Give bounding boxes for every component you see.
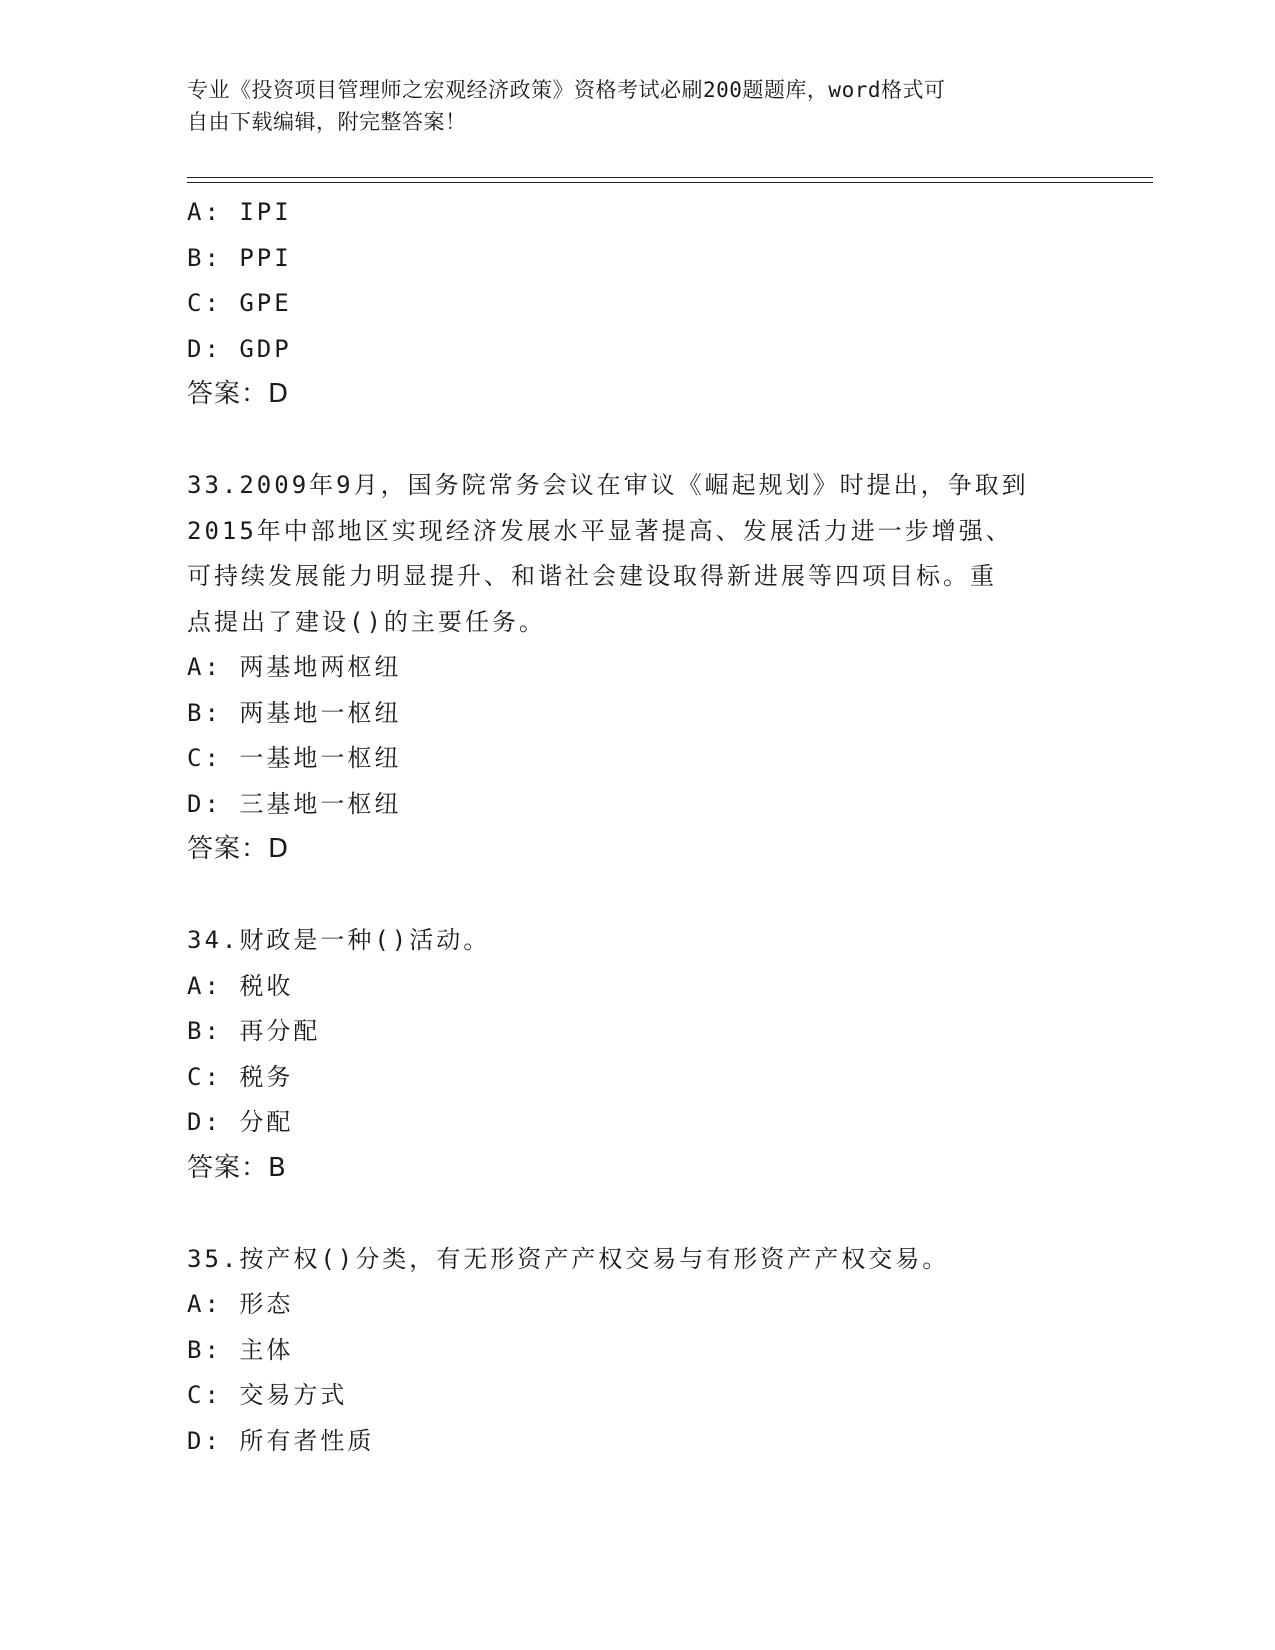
option-a: A: 两基地两枢纽 <box>187 653 402 681</box>
question-32 <box>187 190 1087 418</box>
question-stem-line: 2015年中部地区实现经济发展水平显著提高、发展活力进一步增强、 <box>187 516 1013 545</box>
option-c: C: 一基地一枢纽 <box>187 744 402 772</box>
question-34 <box>187 918 1087 1191</box>
header-divider-top <box>187 177 1153 178</box>
option-c: C: 税务 <box>187 1062 294 1091</box>
option-a: A: 税收 <box>187 971 294 1000</box>
question-33 <box>187 463 1087 873</box>
header-divider-bottom <box>187 182 1153 183</box>
question-stem: 35.按产权()分类，有无形资产产权交易与有形资产产权交易。 <box>187 1244 950 1273</box>
option-b: B: PPI <box>187 243 292 272</box>
question-stem: 34.财政是一种()活动。 <box>187 926 491 954</box>
question-35 <box>187 1237 1087 1465</box>
option-d: D: 三基地一枢纽 <box>187 789 402 818</box>
option-c: C: 交易方式 <box>187 1381 348 1409</box>
spacer <box>187 1191 1087 1237</box>
option-a: A: 形态 <box>187 1290 294 1318</box>
option-d: D: 分配 <box>187 1108 294 1136</box>
option-d: D: GDP <box>187 334 292 363</box>
answer: 答案：B <box>187 1152 287 1183</box>
question-stem-line: 33.2009年9月，国务院常务会议在审议《崛起规划》时提出，争取到 <box>187 471 1029 499</box>
option-a: A: IPI <box>187 198 292 226</box>
question-stem-line: 点提出了建设()的主要任务。 <box>187 607 546 636</box>
option-b: B: 主体 <box>187 1335 294 1364</box>
document-header <box>187 74 1087 138</box>
header-line-1: 专业《投资项目管理师之宏观经济政策》资格考试必刷200题题库，word格式可 <box>187 78 946 102</box>
spacer <box>187 418 1087 464</box>
header-line-2: 自由下载编辑，附完整答案！ <box>187 110 467 134</box>
spacer <box>187 873 1087 919</box>
option-b: B: 两基地一枢纽 <box>187 698 402 727</box>
question-list <box>187 190 1087 1464</box>
answer: 答案：D <box>187 379 290 409</box>
answer: 答案：D <box>187 834 290 864</box>
option-d: D: 所有者性质 <box>187 1426 375 1455</box>
question-stem-line: 可持续发展能力明显提升、和谐社会建设取得新进展等四项目标。重 <box>187 562 997 590</box>
option-b: B: 再分配 <box>187 1017 321 1045</box>
option-c: C: GPE <box>187 289 292 317</box>
